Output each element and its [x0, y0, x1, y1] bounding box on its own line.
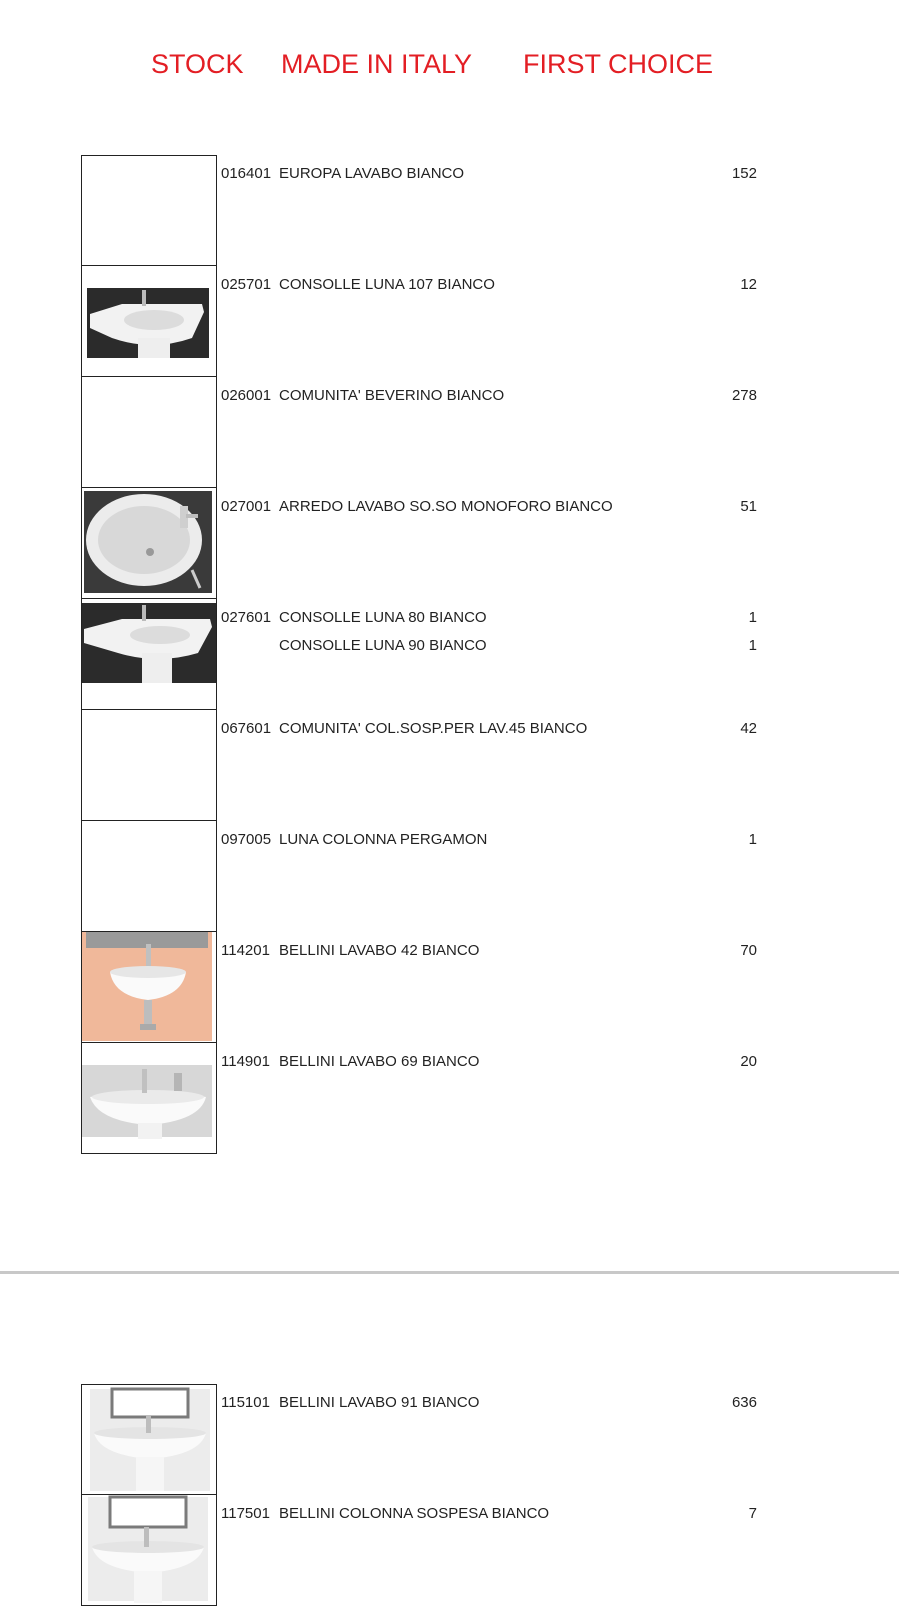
console-basin-photo: [82, 599, 216, 708]
large-pedestal-basin-photo: [82, 1385, 216, 1494]
product-description: EUROPA LAVABO BIANCO: [279, 165, 465, 182]
product-quantity: 7: [748, 1505, 757, 1522]
product-code: 027001: [221, 498, 272, 515]
product-quantity: 636: [731, 1394, 757, 1411]
product-description: BELLINI LAVABO 91 BIANCO: [279, 1394, 480, 1411]
product-description: ARREDO LAVABO SO.SO MONOFORO BIANCO: [279, 498, 613, 515]
product-description: BELLINI LAVABO 69 BIANCO: [279, 1053, 480, 1070]
product-image-cell: [81, 266, 217, 377]
product-quantity: 278: [731, 387, 757, 404]
product-image-cell: [81, 599, 217, 710]
product-image-cell: [81, 1384, 217, 1495]
product-description: CONSOLLE LUNA 107 BIANCO: [279, 276, 495, 293]
product-code: 114201: [221, 942, 270, 959]
product-row: [0, 377, 899, 488]
product-quantity: 51: [740, 498, 757, 515]
small-wall-basin-photo: [82, 932, 216, 1041]
product-quantity-secondary: 1: [748, 637, 757, 654]
product-row: [0, 710, 899, 821]
product-description: COMUNITA' BEVERINO BIANCO: [279, 387, 505, 404]
product-code: 067601: [221, 720, 272, 737]
header-stock: STOCK: [151, 49, 244, 79]
product-row: [0, 1384, 899, 1495]
console-basin-photo: [82, 266, 216, 375]
header-made-in-italy: MADE IN ITALY: [281, 49, 473, 79]
large-pedestal-basin-photo: [82, 1495, 216, 1604]
product-image-cell: [81, 1043, 217, 1154]
product-quantity: 20: [740, 1053, 757, 1070]
header-first-choice: FIRST CHOICE: [523, 49, 714, 79]
product-row: [0, 1495, 899, 1606]
product-image-cell: [81, 155, 217, 266]
product-row: [0, 932, 899, 1043]
product-quantity: 42: [740, 720, 757, 737]
product-description-secondary: CONSOLLE LUNA 90 BIANCO: [279, 637, 487, 654]
product-description: LUNA COLONNA PERGAMON: [279, 831, 488, 848]
product-row: [0, 821, 899, 932]
product-description: COMUNITA' COL.SOSP.PER LAV.45 BIANCO: [279, 720, 588, 737]
product-code: 117501: [221, 1505, 270, 1522]
product-description: BELLINI COLONNA SOSPESA BIANCO: [279, 1505, 550, 1522]
product-image-cell: [81, 710, 217, 821]
product-quantity: 12: [740, 276, 757, 293]
product-code: 027601: [221, 609, 272, 626]
product-quantity: 1: [748, 831, 757, 848]
product-image-cell: [81, 1495, 217, 1606]
product-description: BELLINI LAVABO 42 BIANCO: [279, 942, 480, 959]
product-code: 097005: [221, 831, 272, 848]
product-row: [0, 1043, 899, 1154]
product-row: [0, 155, 899, 266]
product-code: 016401: [221, 165, 272, 182]
product-row: [0, 266, 899, 377]
product-image-cell: [81, 932, 217, 1043]
oval-basin-photo: [82, 488, 216, 597]
product-quantity: 152: [731, 165, 757, 182]
product-image-cell: [81, 488, 217, 599]
pedestal-basin-photo: [82, 1043, 216, 1152]
product-row: [0, 488, 899, 599]
product-row: [0, 599, 899, 710]
page-divider: [0, 1271, 899, 1274]
product-quantity: 70: [740, 942, 757, 959]
product-code: 114901: [221, 1053, 270, 1070]
product-code: 025701: [221, 276, 272, 293]
product-image-cell: [81, 821, 217, 932]
product-code: 115101: [221, 1394, 270, 1411]
product-code: 026001: [221, 387, 272, 404]
product-description: CONSOLLE LUNA 80 BIANCO: [279, 609, 487, 626]
product-quantity: 1: [748, 609, 757, 626]
product-image-cell: [81, 377, 217, 488]
